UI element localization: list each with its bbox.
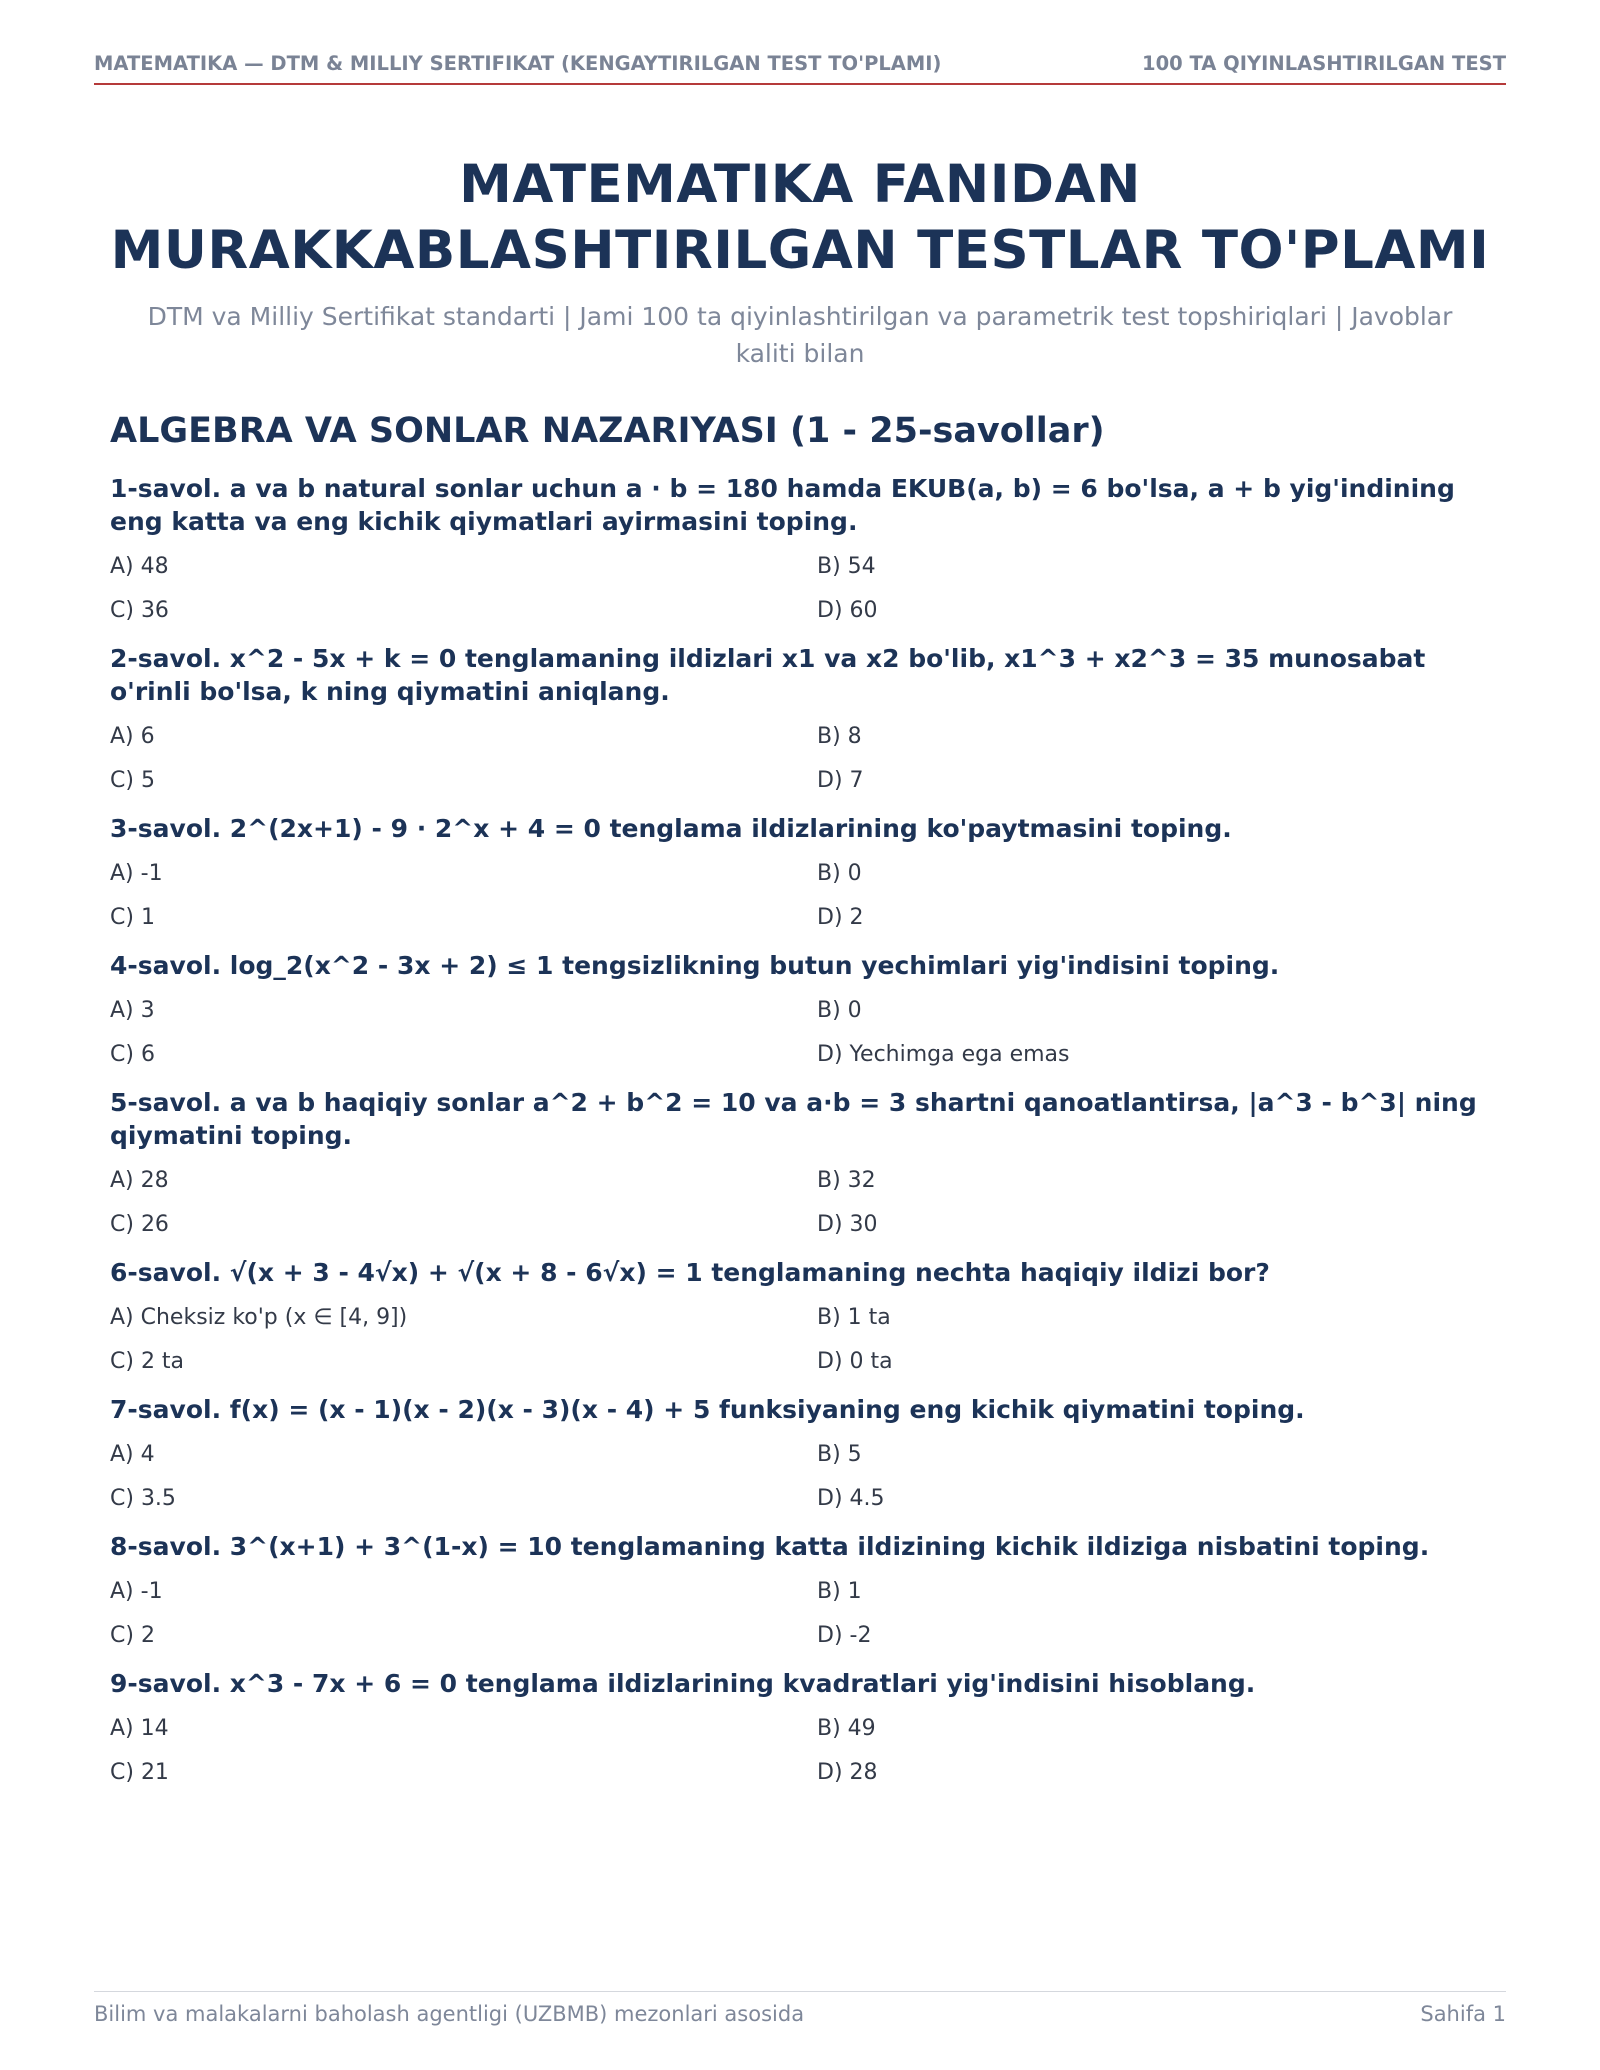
answer-options bbox=[110, 1164, 1506, 1242]
answer-options bbox=[110, 1712, 1506, 1790]
answer-option: C) 2 bbox=[110, 1623, 155, 1648]
answer-option: B) 8 bbox=[817, 724, 862, 749]
answer-option: D) Yechimga ega emas bbox=[817, 1042, 1070, 1067]
answer-option: D) -2 bbox=[817, 1623, 872, 1648]
answer-option: D) 4.5 bbox=[817, 1486, 885, 1511]
answer-option: A) 14 bbox=[110, 1716, 169, 1741]
question-text: 6-savol. √(x + 3 - 4√x) + √(x + 8 - 6√x) = 1 tenglamaning nechta haqiqiy ildizi bor? bbox=[110, 1258, 1270, 1287]
question-text: 8-savol. 3^(x+1) + 3^(1-x) = 10 tenglamaning katta ildizining kichik ildiziga nisbatini toping. bbox=[110, 1532, 1430, 1561]
answer-options bbox=[110, 550, 1506, 628]
answer-option: A) 6 bbox=[110, 724, 155, 749]
document-title-line2: MURAKKABLASHTIRILGAN TESTLAR TO'PLAMI bbox=[110, 220, 1490, 281]
document-title-line1: MATEMATIKA FANIDAN bbox=[459, 154, 1141, 215]
answer-option: D) 2 bbox=[817, 905, 864, 930]
answer-option: A) -1 bbox=[110, 861, 163, 886]
title-block bbox=[94, 152, 1506, 372]
answer-option: A) 48 bbox=[110, 554, 169, 579]
question-item bbox=[110, 1667, 1506, 1790]
answer-option: A) 3 bbox=[110, 998, 155, 1023]
answer-option: B) 1 ta bbox=[817, 1305, 891, 1330]
section-title: ALGEBRA VA SONLAR NAZARIYASI (1 - 25-savollar) bbox=[110, 411, 1105, 451]
answer-option: D) 7 bbox=[817, 768, 864, 793]
answer-option: D) 60 bbox=[817, 598, 878, 623]
answer-option: A) 28 bbox=[110, 1168, 169, 1193]
question-text: 5-savol. a va b haqiqiy sonlar a^2 + b^2 = 10 va a·b = 3 shartni qanoatlantirsa, |a^3 - b^3| ning qiymatini toping. bbox=[110, 1088, 1477, 1150]
question-text: 1-savol. a va b natural sonlar uchun a · b = 180 hamda EKUB(a, b) = 6 bo'lsa, a + b yig'indining eng katta va eng kichik qiymatlari ayirmasini toping. bbox=[110, 474, 1455, 536]
document-subtitle: DTM va Milliy Sertifikat standarti | Jami 100 ta qiyinlashtirilgan va parametrik test topshiriqlari | Javoblar kaliti bilan bbox=[147, 302, 1453, 368]
answer-options bbox=[110, 994, 1506, 1072]
answer-option: B) 54 bbox=[817, 554, 876, 579]
answer-option: C) 3.5 bbox=[110, 1486, 176, 1511]
answer-option: B) 1 bbox=[817, 1579, 862, 1604]
answer-option: A) -1 bbox=[110, 1579, 163, 1604]
answer-option: D) 0 ta bbox=[817, 1349, 893, 1374]
question-text: 7-savol. f(x) = (x - 1)(x - 2)(x - 3)(x - 4) + 5 funksiyaning eng kichik qiymatini toping. bbox=[110, 1395, 1305, 1424]
answer-option: C) 6 bbox=[110, 1042, 155, 1067]
answer-options bbox=[110, 1575, 1506, 1653]
answer-option: A) Cheksiz ko'p (x ∈ [4, 9]) bbox=[110, 1305, 408, 1330]
question-item bbox=[110, 1530, 1506, 1653]
answer-option: B) 0 bbox=[817, 861, 862, 886]
footer-left-text: Bilim va malakalarni baholash agentligi (UZBMB) mezonlari asosida bbox=[94, 2002, 805, 2026]
question-list bbox=[110, 472, 1506, 1790]
question-text: 9-savol. x^3 - 7x + 6 = 0 tenglama ildizlarining kvadratlari yig'indisini hisoblang. bbox=[110, 1669, 1256, 1698]
question-item bbox=[110, 642, 1506, 798]
answer-option: C) 5 bbox=[110, 768, 155, 793]
answer-option: A) 4 bbox=[110, 1442, 155, 1467]
page-number: Sahifa 1 bbox=[1420, 2002, 1506, 2026]
answer-options bbox=[110, 1301, 1506, 1379]
question-item bbox=[110, 1256, 1506, 1379]
question-item bbox=[110, 472, 1506, 628]
running-footer bbox=[94, 1991, 1506, 2026]
answer-option: C) 1 bbox=[110, 905, 155, 930]
answer-options bbox=[110, 720, 1506, 798]
question-text: 2-savol. x^2 - 5x + k = 0 tenglamaning ildizlari x1 va x2 bo'lib, x1^3 + x2^3 = 35 munosabat o'rinli bo'lsa, k ning qiymatini aniqlang. bbox=[110, 644, 1426, 706]
answer-option: B) 32 bbox=[817, 1168, 876, 1193]
answer-option: B) 5 bbox=[817, 1442, 862, 1467]
question-item bbox=[110, 812, 1506, 935]
question-text: 3-savol. 2^(2x+1) - 9 · 2^x + 4 = 0 tenglama ildizlarining ko'paytmasini toping. bbox=[110, 814, 1232, 843]
running-header bbox=[94, 52, 1506, 85]
question-item bbox=[110, 1393, 1506, 1516]
question-text: 4-savol. log_2(x^2 - 3x + 2) ≤ 1 tengsizlikning butun yechimlari yig'indisini toping. bbox=[110, 951, 1280, 980]
answer-option: D) 28 bbox=[817, 1760, 878, 1785]
header-right-text: 100 TA QIYINLASHTIRILGAN TEST bbox=[1142, 52, 1506, 75]
content bbox=[110, 406, 1506, 1804]
question-item bbox=[110, 949, 1506, 1072]
answer-option: B) 0 bbox=[817, 998, 862, 1023]
header-left-text: MATEMATIKA — DTM & MILLIY SERTIFIKAT (KENGAYTIRILGAN TEST TO'PLAMI) bbox=[94, 52, 942, 75]
answer-options bbox=[110, 857, 1506, 935]
answer-option: B) 49 bbox=[817, 1716, 876, 1741]
document-title bbox=[94, 152, 1506, 284]
answer-option: C) 21 bbox=[110, 1760, 169, 1785]
question-item bbox=[110, 1086, 1506, 1242]
answer-options bbox=[110, 1438, 1506, 1516]
answer-option: C) 2 ta bbox=[110, 1349, 185, 1374]
answer-option: C) 26 bbox=[110, 1212, 169, 1237]
answer-option: D) 30 bbox=[817, 1212, 878, 1237]
answer-option: C) 36 bbox=[110, 598, 169, 623]
